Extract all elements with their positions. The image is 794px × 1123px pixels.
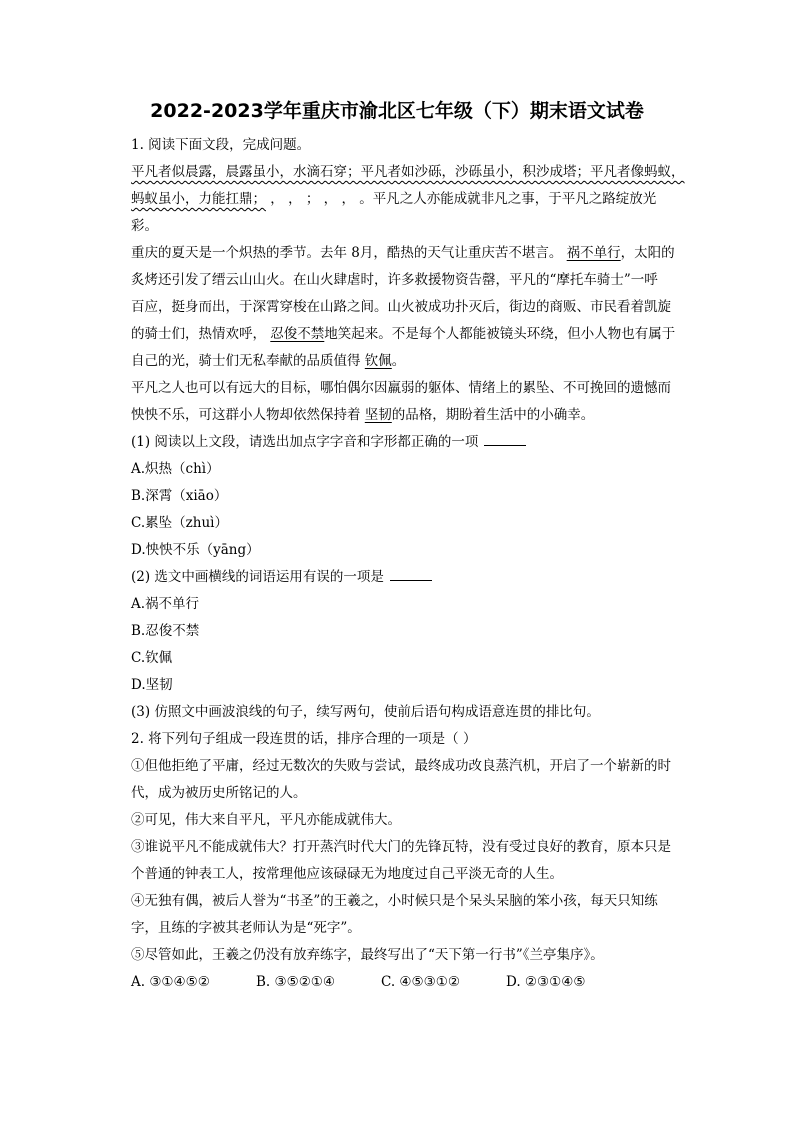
- text: 重庆的夏天是一个炽热的季节。去年 8月，酷热的天气让重庆苦不堪言。: [131, 245, 567, 261]
- q1-para2-line4: [131, 321, 691, 348]
- underlined-word: 坚韧: [364, 407, 392, 423]
- q1-para2-line2: 炙烤还引发了缙云山山火。在山火肆虐时，许多救援物资告罄，平凡的“摩托车骑士”一呼: [131, 272, 658, 288]
- q1-para1-line3: 彩。: [131, 218, 158, 234]
- underlined-word: 忍俊不禁: [270, 326, 325, 342]
- text: 的品格，期盼着生活中的小确幸。: [391, 407, 595, 423]
- q2-sentence3-line2: 个普通的钟表工人，按常理他应该碌碌无为地度过自己平淡无奇的人生。: [131, 866, 563, 882]
- q2-sentence2: ②可见，伟大来自平凡，平凡亦能成就伟大。: [131, 812, 401, 828]
- q1-stem: 1. 阅读下面文段，完成问题。: [131, 137, 311, 153]
- q1-sub1-option-a[interactable]: A.炽热（chì）: [131, 461, 220, 477]
- q2-option-a[interactable]: A. ③①④⑤②: [131, 974, 210, 990]
- q2-option-b[interactable]: B. ③⑤②①④: [256, 974, 336, 990]
- answer-blank[interactable]: [484, 431, 526, 446]
- q2-sentence5: ⑤尽管如此，王羲之仍没有放弃练字，最终写出了“天下第一行书”《兰亭集序》。: [131, 947, 604, 963]
- q1-para2-line1: [131, 240, 691, 267]
- q1-sub2-option-c[interactable]: C.钦佩: [131, 650, 173, 666]
- q2-option-d[interactable]: D. ②③①④⑤: [506, 974, 586, 990]
- wavy-text: 蚂蚁虽小，力能扛鼎；: [131, 191, 266, 207]
- q1-sub2-option-a[interactable]: A.祸不单行: [131, 596, 200, 612]
- q1-sub3: (3) 仿照文中画波浪线的句子，续写两句，使前后语句构成语意连贯的排比句。: [131, 704, 600, 720]
- text: ， ， ； ， ， 。平凡之人亦能成就非凡之事，于平凡之路绽放光: [266, 191, 657, 207]
- q1-sub1-option-c[interactable]: C.累坠（zhuì）: [131, 515, 228, 531]
- text: 怏怏不乐，可这群小人物却依然保持着: [131, 407, 365, 423]
- q2-sentence1-line1: ①但他拒绝了平庸，经过无数次的失败与尝试，最终成功改良蒸汽机，开启了一个崭新的时: [131, 758, 671, 774]
- q1-sub2: [131, 564, 691, 591]
- q1-para3-line1: 平凡之人也可以有远大的目标，哪怕偶尔因羸弱的躯体、情绪上的累坠、不可挽回的遗憾而: [131, 380, 671, 396]
- q2-sentence4-line2: 字，且练的字被其老师认为是“死字”。: [131, 920, 361, 936]
- underlined-word: 钦佩: [364, 353, 392, 369]
- underlined-word: 祸不单行: [566, 245, 621, 261]
- text: 自己的光，骑士们无私奉献的品质值得: [131, 353, 365, 369]
- q2-sentence1-line2: 代，成为被历史所铭记的人。: [131, 785, 307, 801]
- q1-para2-line3: 百应，挺身而出，于深霄穿梭在山路之间。山火被成功扑灭后，街边的商贩、市民看着凯旋: [131, 299, 671, 315]
- q2-stem: 2. 将下列句子组成一段连贯的话，排序合理的一项是（ ）: [131, 731, 477, 747]
- q2-option-c[interactable]: C. ④⑤③①②: [381, 974, 460, 990]
- exam-content: [131, 132, 691, 996]
- page-title: 2022-2023学年重庆市渝北区七年级（下）期末语文试卷: [150, 100, 644, 122]
- q1-sub1-option-d[interactable]: D.怏怏不乐（yāng）: [131, 542, 260, 558]
- q1-sub2-option-b[interactable]: B.忍俊不禁: [131, 623, 200, 639]
- text: 。: [391, 353, 406, 369]
- q2-sentence3-line1: ③谁说平凡不能成就伟大？打开蒸汽时代大门的先锋瓦特，没有受过良好的教育，原本只是: [131, 839, 671, 855]
- text: 地笑起来。不是每个人都能被镜头环绕，但小人物也有属于: [324, 326, 676, 342]
- q2-options: [131, 969, 691, 996]
- answer-blank[interactable]: [390, 566, 432, 581]
- q1-sub1-option-b[interactable]: B.深霄（xiāo）: [131, 488, 228, 504]
- wavy-text: 平凡者似晨露，晨露虽小，水滴石穿；平凡者如沙砾，沙砾虽小，积沙成塔；平凡者像蚂蚁，: [131, 164, 685, 180]
- q1-para2-line5: [131, 348, 691, 375]
- sub-question-text: (1) 阅读以上文段，请选出加点字字音和字形都正确的一项: [131, 434, 479, 450]
- q1-sub1: [131, 429, 691, 456]
- sub-question-text: (2) 选文中画横线的词语运用有误的一项是: [131, 569, 384, 585]
- q2-sentence4-line1: ④无独有偶，被后人誉为“书圣”的王羲之，小时候只是个呆头呆脑的笨小孩，每天只知练: [131, 893, 658, 909]
- q1-sub2-option-d[interactable]: D.坚韧: [131, 677, 173, 693]
- q1-para3-line2: [131, 402, 691, 429]
- text: 的骑士们，热情欢呼，: [131, 326, 271, 342]
- text: ，太阳的: [620, 245, 675, 261]
- q1-para1-line2: [131, 186, 691, 213]
- q1-para1-line1: [131, 159, 691, 186]
